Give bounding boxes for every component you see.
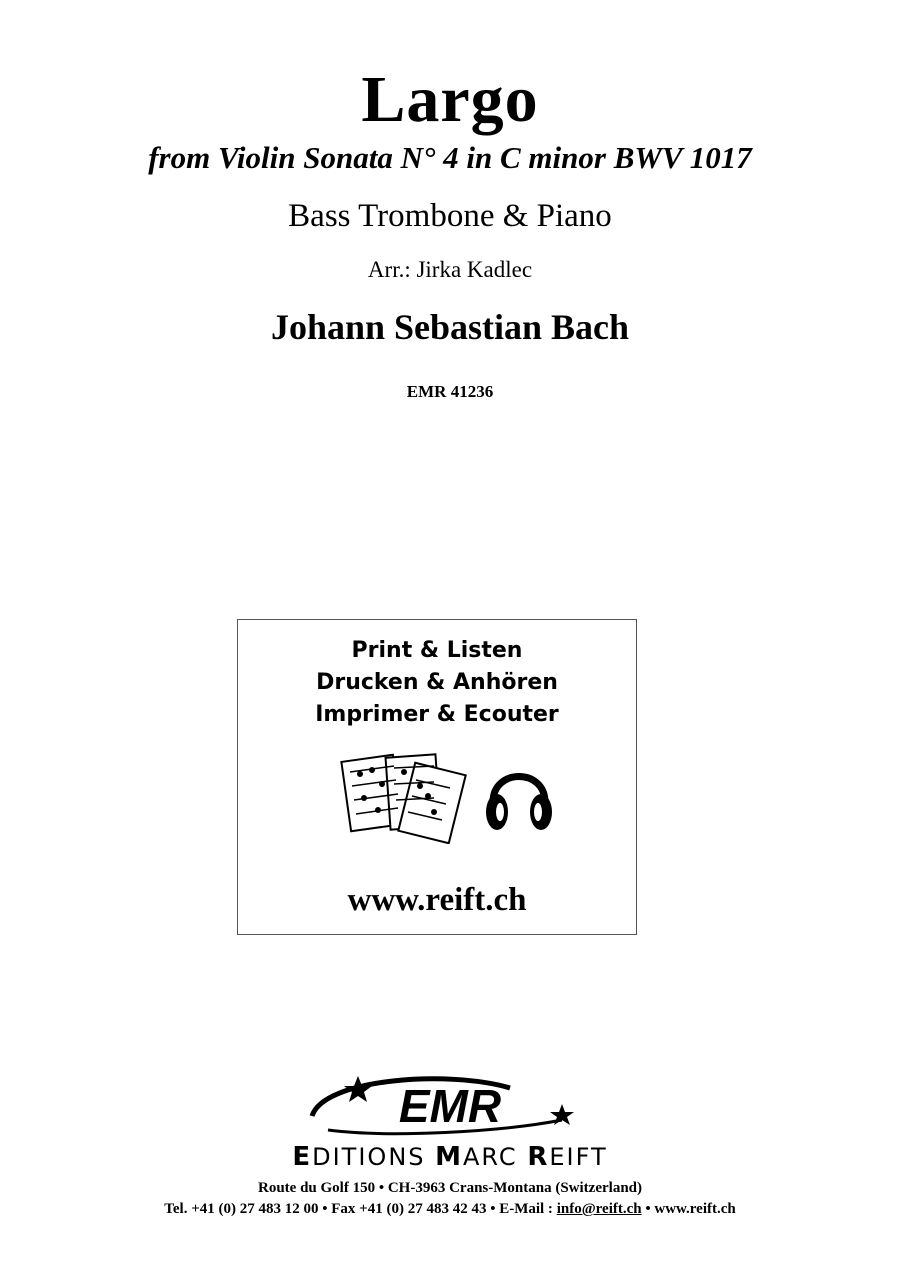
arranger: Arr.: Jirka Kadlec (367, 257, 533, 282)
promo-url: www.reift.ch (347, 882, 527, 918)
print-listen-box (237, 619, 637, 935)
publisher-letter-e: E (292, 1142, 313, 1172)
page-title: Largo (361, 63, 539, 136)
catalog-number: EMR 41236 (406, 382, 494, 401)
publisher-name (0, 1142, 900, 1172)
email-link[interactable]: info@reift.ch (556, 1201, 642, 1217)
publisher-part-eift: EIFT (549, 1143, 608, 1171)
publisher-letter-m: M (435, 1142, 464, 1172)
publisher-part-ditions: DITIONS (312, 1143, 436, 1171)
sheet-music-icon (338, 752, 468, 844)
headphones-icon (483, 758, 555, 838)
svg-text:EMR: EMR (398, 1080, 502, 1132)
contact-phone-fax: Tel. +41 (0) 27 483 12 00 • Fax +41 (0) 27 483 42 43 • E-Mail : (164, 1201, 557, 1217)
publisher-letter-r: R (527, 1142, 550, 1172)
publisher-address: Route du Golf 150 • CH-3963 Crans-Montana (Switzerland) (258, 1180, 642, 1196)
instrumentation: Bass Trombone & Piano (288, 198, 612, 234)
promo-line-2: Drucken & Anhören (316, 670, 558, 695)
publisher-part-arc: ARC (463, 1143, 528, 1171)
contact-website: • www.reift.ch (641, 1201, 736, 1217)
promo-line-3: Imprimer & Ecouter (315, 702, 559, 727)
composer: Johann Sebastian Bach (270, 307, 630, 347)
emr-logo (300, 1072, 590, 1144)
publisher-contact (0, 1201, 900, 1218)
promo-line-1: Print & Listen (351, 638, 523, 663)
subtitle: from Violin Sonata N° 4 in C minor BWV 1017 (148, 140, 752, 175)
